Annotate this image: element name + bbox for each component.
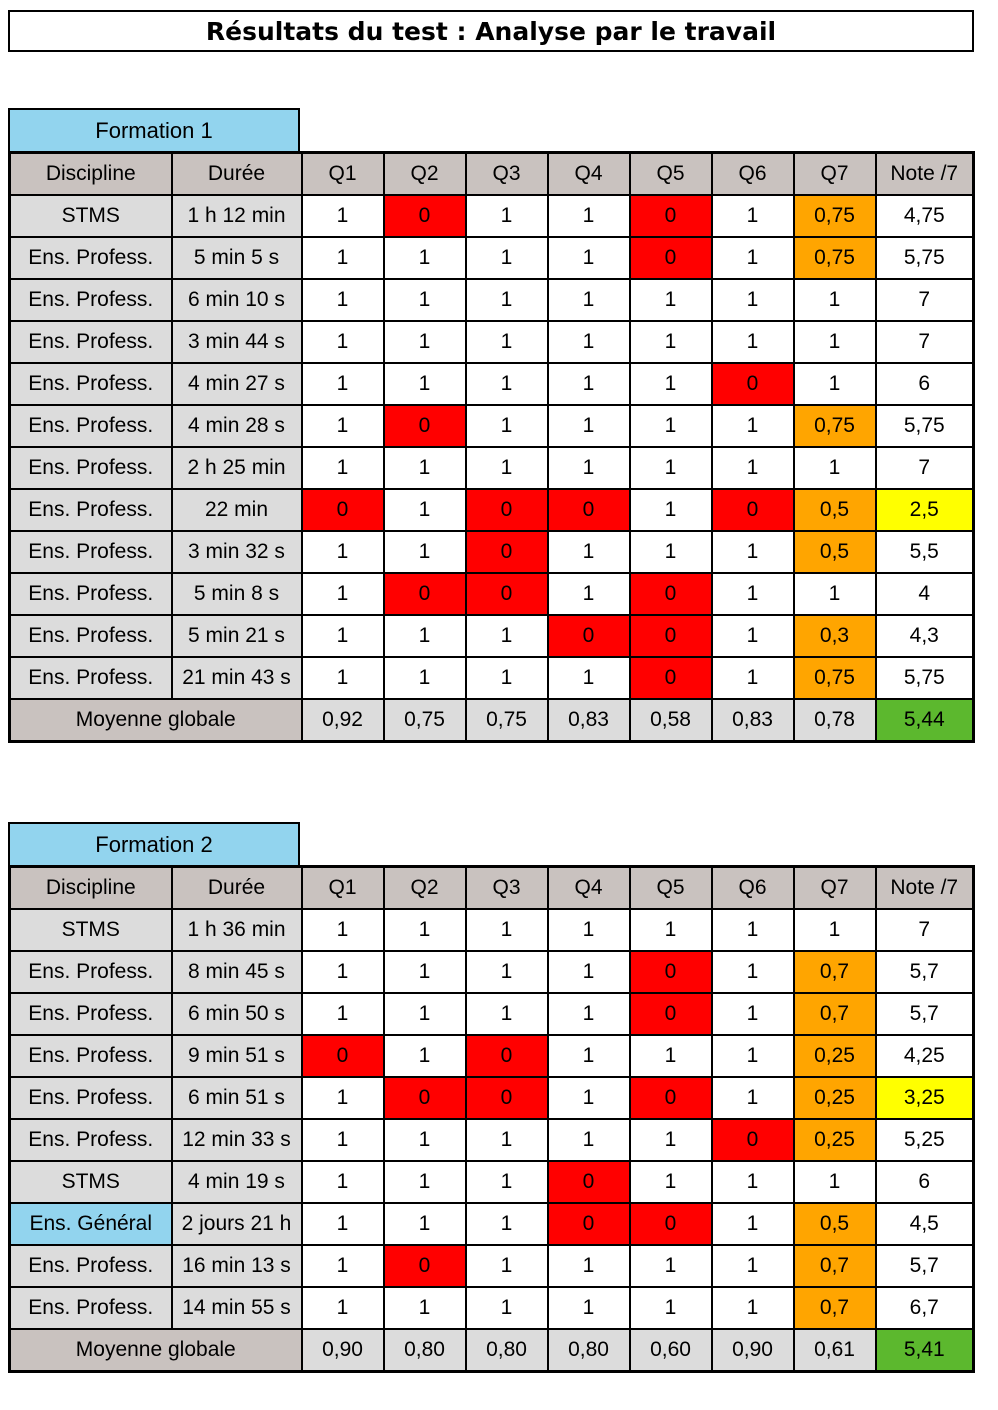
score-cell-q1: 1	[302, 195, 384, 237]
page-title: Résultats du test : Analyse par le travail	[8, 10, 974, 52]
average-note-cell: 5,44	[876, 699, 974, 742]
column-header: Discipline	[10, 153, 172, 196]
score-cell-q1: 1	[302, 1161, 384, 1203]
score-cell-q5: 1	[630, 1245, 712, 1287]
score-cell-q2: 1	[384, 1203, 466, 1245]
score-cell-q2: 1	[384, 909, 466, 951]
column-header: Q1	[302, 867, 384, 910]
discipline-cell: Ens. Profess.	[10, 237, 172, 279]
score-cell-q3: 1	[466, 993, 548, 1035]
average-note-cell: 5,41	[876, 1329, 974, 1372]
table-row	[10, 321, 974, 363]
table-row	[10, 1287, 974, 1329]
score-cell-q7: 1	[794, 321, 876, 363]
discipline-cell: Ens. Profess.	[10, 363, 172, 405]
score-cell-q7: 0,5	[794, 1203, 876, 1245]
score-cell-q2: 0	[384, 195, 466, 237]
score-cell-q5: 0	[630, 951, 712, 993]
score-cell-q2: 1	[384, 447, 466, 489]
table-row	[10, 1077, 974, 1119]
score-cell-q3: 1	[466, 1119, 548, 1161]
score-cell-q6: 0	[712, 1119, 794, 1161]
score-cell-q2: 1	[384, 615, 466, 657]
table-row	[10, 1245, 974, 1287]
duration-cell: 14 min 55 s	[172, 1287, 302, 1329]
duration-cell: 2 jours 21 h	[172, 1203, 302, 1245]
duration-cell: 6 min 50 s	[172, 993, 302, 1035]
formation-2-table	[8, 865, 975, 1373]
score-cell-q7: 1	[794, 909, 876, 951]
table-row	[10, 1035, 974, 1077]
score-cell-q6: 1	[712, 1245, 794, 1287]
header-row	[10, 153, 974, 196]
discipline-cell: STMS	[10, 909, 172, 951]
column-header: Q7	[794, 153, 876, 196]
formation-1-table	[8, 151, 975, 743]
score-cell-q7: 1	[794, 573, 876, 615]
score-cell-q5: 1	[630, 405, 712, 447]
discipline-cell: Ens. Profess.	[10, 1245, 172, 1287]
score-cell-q4: 1	[548, 195, 630, 237]
column-header: Discipline	[10, 867, 172, 910]
average-cell-q1: 0,92	[302, 699, 384, 742]
score-cell-q4: 1	[548, 909, 630, 951]
table-row	[10, 447, 974, 489]
score-cell-q5: 0	[630, 993, 712, 1035]
score-cell-q4: 1	[548, 447, 630, 489]
discipline-cell: Ens. Profess.	[10, 573, 172, 615]
score-cell-q6: 1	[712, 1203, 794, 1245]
note-cell: 4	[876, 573, 974, 615]
score-cell-q7: 1	[794, 447, 876, 489]
score-cell-q1: 1	[302, 237, 384, 279]
score-cell-q6: 0	[712, 363, 794, 405]
average-label: Moyenne globale	[10, 1329, 302, 1372]
score-cell-q3: 1	[466, 1161, 548, 1203]
duration-cell: 3 min 44 s	[172, 321, 302, 363]
score-cell-q6: 1	[712, 993, 794, 1035]
score-cell-q3: 0	[466, 1035, 548, 1077]
duration-cell: 2 h 25 min	[172, 447, 302, 489]
score-cell-q1: 1	[302, 363, 384, 405]
column-header: Q5	[630, 867, 712, 910]
note-cell: 6	[876, 1161, 974, 1203]
score-cell-q2: 1	[384, 657, 466, 699]
duration-cell: 4 min 28 s	[172, 405, 302, 447]
table-row	[10, 279, 974, 321]
score-cell-q2: 1	[384, 1287, 466, 1329]
score-cell-q4: 1	[548, 321, 630, 363]
column-header: Q6	[712, 867, 794, 910]
score-cell-q2: 1	[384, 1035, 466, 1077]
score-cell-q4: 1	[548, 1287, 630, 1329]
score-cell-q7: 0,3	[794, 615, 876, 657]
score-cell-q4: 1	[548, 1245, 630, 1287]
note-cell: 5,7	[876, 951, 974, 993]
note-cell: 4,5	[876, 1203, 974, 1245]
average-cell-q7: 0,61	[794, 1329, 876, 1372]
score-cell-q3: 1	[466, 1203, 548, 1245]
score-cell-q5: 1	[630, 447, 712, 489]
duration-cell: 6 min 51 s	[172, 1077, 302, 1119]
discipline-cell: Ens. Profess.	[10, 951, 172, 993]
score-cell-q7: 0,25	[794, 1035, 876, 1077]
discipline-cell: Ens. Profess.	[10, 447, 172, 489]
score-cell-q2: 0	[384, 1245, 466, 1287]
score-cell-q3: 1	[466, 279, 548, 321]
score-cell-q7: 1	[794, 363, 876, 405]
note-cell: 5,75	[876, 657, 974, 699]
score-cell-q7: 0,7	[794, 993, 876, 1035]
score-cell-q2: 1	[384, 489, 466, 531]
score-cell-q5: 0	[630, 1203, 712, 1245]
duration-cell: 8 min 45 s	[172, 951, 302, 993]
score-cell-q6: 0	[712, 489, 794, 531]
table-row	[10, 993, 974, 1035]
score-cell-q7: 0,75	[794, 657, 876, 699]
score-cell-q1: 1	[302, 1287, 384, 1329]
duration-cell: 1 h 12 min	[172, 195, 302, 237]
discipline-cell: Ens. Profess.	[10, 279, 172, 321]
score-cell-q6: 1	[712, 1077, 794, 1119]
score-cell-q2: 1	[384, 237, 466, 279]
duration-cell: 22 min	[172, 489, 302, 531]
table-row	[10, 405, 974, 447]
note-cell: 7	[876, 909, 974, 951]
score-cell-q4: 1	[548, 279, 630, 321]
discipline-cell: Ens. Profess.	[10, 1119, 172, 1161]
duration-cell: 5 min 5 s	[172, 237, 302, 279]
discipline-cell: Ens. Profess.	[10, 531, 172, 573]
average-cell-q5: 0,58	[630, 699, 712, 742]
score-cell-q3: 1	[466, 195, 548, 237]
score-cell-q4: 1	[548, 951, 630, 993]
score-cell-q3: 0	[466, 489, 548, 531]
table-row	[10, 615, 974, 657]
score-cell-q2: 1	[384, 531, 466, 573]
score-cell-q4: 1	[548, 363, 630, 405]
score-cell-q3: 0	[466, 1077, 548, 1119]
table-row	[10, 657, 974, 699]
note-cell: 5,7	[876, 1245, 974, 1287]
discipline-cell: Ens. Profess.	[10, 321, 172, 363]
score-cell-q5: 1	[630, 909, 712, 951]
score-cell-q4: 1	[548, 1077, 630, 1119]
average-cell-q2: 0,75	[384, 699, 466, 742]
formation-2-label: Formation 2	[8, 822, 300, 866]
table-row	[10, 573, 974, 615]
average-cell-q4: 0,80	[548, 1329, 630, 1372]
score-cell-q6: 1	[712, 909, 794, 951]
average-cell-q6: 0,90	[712, 1329, 794, 1372]
score-cell-q3: 1	[466, 657, 548, 699]
average-row	[10, 699, 974, 742]
score-cell-q5: 1	[630, 363, 712, 405]
discipline-cell: STMS	[10, 1161, 172, 1203]
column-header: Q6	[712, 153, 794, 196]
score-cell-q6: 1	[712, 657, 794, 699]
score-cell-q1: 1	[302, 615, 384, 657]
score-cell-q3: 1	[466, 237, 548, 279]
score-cell-q7: 0,7	[794, 951, 876, 993]
score-cell-q3: 1	[466, 1287, 548, 1329]
table-row	[10, 237, 974, 279]
table-row	[10, 489, 974, 531]
score-cell-q7: 1	[794, 279, 876, 321]
table-row	[10, 909, 974, 951]
score-cell-q7: 0,5	[794, 531, 876, 573]
column-header: Durée	[172, 153, 302, 196]
duration-cell: 4 min 19 s	[172, 1161, 302, 1203]
score-cell-q7: 0,7	[794, 1287, 876, 1329]
score-cell-q6: 1	[712, 615, 794, 657]
score-cell-q1: 1	[302, 909, 384, 951]
score-cell-q7: 1	[794, 1161, 876, 1203]
discipline-cell: Ens. Profess.	[10, 657, 172, 699]
header-row	[10, 867, 974, 910]
average-cell-q6: 0,83	[712, 699, 794, 742]
duration-cell: 12 min 33 s	[172, 1119, 302, 1161]
score-cell-q4: 1	[548, 405, 630, 447]
score-cell-q3: 0	[466, 531, 548, 573]
score-cell-q2: 1	[384, 951, 466, 993]
discipline-cell: Ens. Profess.	[10, 993, 172, 1035]
score-cell-q1: 1	[302, 279, 384, 321]
column-header: Q2	[384, 153, 466, 196]
score-cell-q5: 1	[630, 1035, 712, 1077]
score-cell-q1: 1	[302, 1077, 384, 1119]
score-cell-q7: 0,25	[794, 1119, 876, 1161]
duration-cell: 1 h 36 min	[172, 909, 302, 951]
score-cell-q1: 0	[302, 1035, 384, 1077]
score-cell-q4: 1	[548, 573, 630, 615]
score-cell-q1: 1	[302, 573, 384, 615]
score-cell-q5: 1	[630, 531, 712, 573]
score-cell-q6: 1	[712, 405, 794, 447]
score-cell-q3: 1	[466, 615, 548, 657]
score-cell-q4: 0	[548, 1161, 630, 1203]
score-cell-q3: 0	[466, 573, 548, 615]
note-cell: 4,75	[876, 195, 974, 237]
note-cell: 5,5	[876, 531, 974, 573]
formation-1-label: Formation 1	[8, 108, 300, 152]
score-cell-q7: 0,75	[794, 405, 876, 447]
score-cell-q3: 1	[466, 447, 548, 489]
average-cell-q3: 0,80	[466, 1329, 548, 1372]
score-cell-q4: 1	[548, 1119, 630, 1161]
table-row	[10, 1203, 974, 1245]
discipline-cell: Ens. Profess.	[10, 489, 172, 531]
column-header: Q2	[384, 867, 466, 910]
score-cell-q2: 0	[384, 1077, 466, 1119]
column-header: Q1	[302, 153, 384, 196]
score-cell-q5: 0	[630, 615, 712, 657]
score-cell-q4: 1	[548, 531, 630, 573]
table-row	[10, 195, 974, 237]
score-cell-q4: 0	[548, 489, 630, 531]
score-cell-q5: 0	[630, 657, 712, 699]
discipline-cell: STMS	[10, 195, 172, 237]
duration-cell: 9 min 51 s	[172, 1035, 302, 1077]
note-cell: 7	[876, 279, 974, 321]
score-cell-q7: 0,5	[794, 489, 876, 531]
column-header: Q5	[630, 153, 712, 196]
score-cell-q5: 0	[630, 237, 712, 279]
note-cell: 2,5	[876, 489, 974, 531]
table-row	[10, 951, 974, 993]
table-row	[10, 1119, 974, 1161]
score-cell-q5: 1	[630, 279, 712, 321]
score-cell-q6: 1	[712, 1161, 794, 1203]
score-cell-q6: 1	[712, 1287, 794, 1329]
average-label: Moyenne globale	[10, 699, 302, 742]
score-cell-q2: 1	[384, 993, 466, 1035]
score-cell-q4: 1	[548, 1035, 630, 1077]
average-cell-q3: 0,75	[466, 699, 548, 742]
score-cell-q6: 1	[712, 279, 794, 321]
table-row	[10, 531, 974, 573]
discipline-cell: Ens. Général	[10, 1203, 172, 1245]
note-cell: 3,25	[876, 1077, 974, 1119]
average-cell-q2: 0,80	[384, 1329, 466, 1372]
note-cell: 7	[876, 447, 974, 489]
score-cell-q3: 1	[466, 1245, 548, 1287]
note-cell: 5,7	[876, 993, 974, 1035]
score-cell-q6: 1	[712, 195, 794, 237]
score-cell-q5: 1	[630, 321, 712, 363]
table-row	[10, 1161, 974, 1203]
score-cell-q1: 1	[302, 447, 384, 489]
duration-cell: 5 min 8 s	[172, 573, 302, 615]
score-cell-q5: 1	[630, 1161, 712, 1203]
score-cell-q1: 1	[302, 1203, 384, 1245]
score-cell-q3: 1	[466, 909, 548, 951]
column-header: Q3	[466, 153, 548, 196]
discipline-cell: Ens. Profess.	[10, 1077, 172, 1119]
score-cell-q4: 0	[548, 1203, 630, 1245]
note-cell: 7	[876, 321, 974, 363]
score-cell-q5: 1	[630, 1119, 712, 1161]
duration-cell: 5 min 21 s	[172, 615, 302, 657]
score-cell-q1: 1	[302, 993, 384, 1035]
score-cell-q7: 0,75	[794, 195, 876, 237]
score-cell-q1: 1	[302, 1119, 384, 1161]
discipline-cell: Ens. Profess.	[10, 615, 172, 657]
score-cell-q6: 1	[712, 1035, 794, 1077]
discipline-cell: Ens. Profess.	[10, 1035, 172, 1077]
score-cell-q4: 1	[548, 237, 630, 279]
score-cell-q3: 1	[466, 405, 548, 447]
score-cell-q1: 1	[302, 951, 384, 993]
score-cell-q7: 0,25	[794, 1077, 876, 1119]
score-cell-q4: 0	[548, 615, 630, 657]
score-cell-q1: 1	[302, 405, 384, 447]
discipline-cell: Ens. Profess.	[10, 405, 172, 447]
column-header: Q4	[548, 153, 630, 196]
score-cell-q4: 1	[548, 993, 630, 1035]
note-cell: 4,25	[876, 1035, 974, 1077]
score-cell-q3: 1	[466, 321, 548, 363]
average-cell-q5: 0,60	[630, 1329, 712, 1372]
note-cell: 5,75	[876, 405, 974, 447]
score-cell-q3: 1	[466, 363, 548, 405]
column-header: Note /7	[876, 867, 974, 910]
score-cell-q2: 1	[384, 1161, 466, 1203]
score-cell-q1: 1	[302, 1245, 384, 1287]
discipline-cell: Ens. Profess.	[10, 1287, 172, 1329]
score-cell-q1: 0	[302, 489, 384, 531]
duration-cell: 21 min 43 s	[172, 657, 302, 699]
duration-cell: 6 min 10 s	[172, 279, 302, 321]
note-cell: 6	[876, 363, 974, 405]
score-cell-q6: 1	[712, 237, 794, 279]
score-cell-q1: 1	[302, 657, 384, 699]
average-cell-q7: 0,78	[794, 699, 876, 742]
note-cell: 5,75	[876, 237, 974, 279]
score-cell-q5: 1	[630, 1287, 712, 1329]
score-cell-q1: 1	[302, 321, 384, 363]
score-cell-q2: 1	[384, 321, 466, 363]
average-row	[10, 1329, 974, 1372]
duration-cell: 4 min 27 s	[172, 363, 302, 405]
score-cell-q6: 1	[712, 951, 794, 993]
column-header: Q3	[466, 867, 548, 910]
score-cell-q2: 0	[384, 573, 466, 615]
average-cell-q1: 0,90	[302, 1329, 384, 1372]
score-cell-q5: 0	[630, 573, 712, 615]
duration-cell: 16 min 13 s	[172, 1245, 302, 1287]
column-header: Durée	[172, 867, 302, 910]
score-cell-q6: 1	[712, 531, 794, 573]
score-cell-q4: 1	[548, 657, 630, 699]
column-header: Q7	[794, 867, 876, 910]
score-cell-q3: 1	[466, 951, 548, 993]
average-cell-q4: 0,83	[548, 699, 630, 742]
score-cell-q6: 1	[712, 321, 794, 363]
score-cell-q5: 0	[630, 1077, 712, 1119]
score-cell-q2: 0	[384, 405, 466, 447]
table-row	[10, 363, 974, 405]
score-cell-q2: 1	[384, 279, 466, 321]
score-cell-q5: 1	[630, 489, 712, 531]
score-cell-q5: 0	[630, 195, 712, 237]
score-cell-q6: 1	[712, 447, 794, 489]
note-cell: 4,3	[876, 615, 974, 657]
score-cell-q7: 0,75	[794, 237, 876, 279]
score-cell-q1: 1	[302, 531, 384, 573]
score-cell-q2: 1	[384, 1119, 466, 1161]
note-cell: 5,25	[876, 1119, 974, 1161]
score-cell-q6: 1	[712, 573, 794, 615]
score-cell-q7: 0,7	[794, 1245, 876, 1287]
duration-cell: 3 min 32 s	[172, 531, 302, 573]
score-cell-q2: 1	[384, 363, 466, 405]
column-header: Q4	[548, 867, 630, 910]
note-cell: 6,7	[876, 1287, 974, 1329]
column-header: Note /7	[876, 153, 974, 196]
